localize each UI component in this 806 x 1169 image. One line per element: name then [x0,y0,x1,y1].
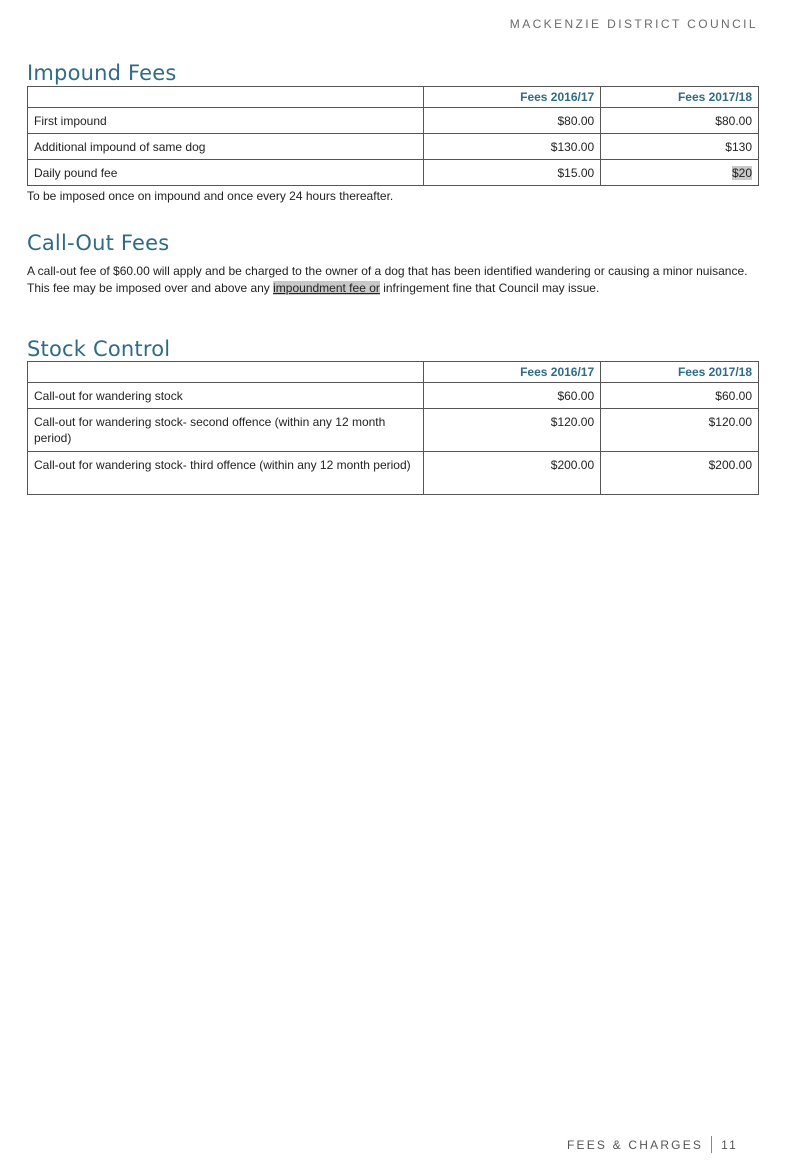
fee-2016-value: $120.00 [424,409,601,452]
callout-line-2-end: infringement fine that Council may issue. [379,281,600,295]
page-number: 11 [721,1137,738,1152]
fee-2016-value: $15.00 [424,160,601,186]
stock-control-heading: Stock Control [27,337,171,361]
column-header-2017: Fees 2017/18 [601,87,759,108]
fee-2017-value: $60.00 [601,383,759,409]
row-label: Daily pound fee [28,160,424,186]
table-header-row [28,87,759,108]
column-header-2016: Fees 2016/17 [424,87,601,108]
council-name: MACKENZIE DISTRICT COUNCIL [509,17,758,31]
table-row [28,160,759,186]
fee-2017-value: $80.00 [601,108,759,134]
table-row [28,452,759,495]
page-footer [567,1136,738,1153]
column-header-blank [28,87,424,108]
callout-line-2-start: This fee may be imposed over and above any [27,281,274,295]
callout-line-1: A call-out fee of $60.00 will apply and be charged to the owner of a dog that has been identified wandering or causing a minor nuisance. [27,264,748,278]
fee-2016-value: $80.00 [424,108,601,134]
table-header-row [28,362,759,383]
row-label: Additional impound of same dog [28,134,424,160]
row-label: Call-out for wandering stock- second offence (within any 12 month period) [28,409,424,452]
highlighted-fee: $20 [731,165,752,180]
table-row [28,134,759,160]
footer-section-title: FEES & CHARGES [566,1137,704,1152]
fee-2016-value: $130.00 [424,134,601,160]
impound-fees-heading: Impound Fees [27,61,177,85]
column-header-2017: Fees 2017/18 [601,362,759,383]
fee-2017-value: $120.00 [601,409,759,452]
row-label: Call-out for wandering stock [28,383,424,409]
table-row [28,108,759,134]
impound-note: To be imposed once on impound and once every 24 hours thereafter. [27,189,394,203]
fee-2016-value: $60.00 [424,383,601,409]
callout-highlighted-text: impoundment fee or [273,281,380,295]
callout-paragraph [27,263,767,297]
table-row [28,383,759,409]
callout-fees-heading: Call-Out Fees [27,231,170,255]
impound-fees-table [27,86,759,186]
row-label: Call-out for wandering stock- third offence (within any 12 month period) [28,452,424,495]
fee-2017-value: $130 [601,134,759,160]
fee-2017-value [601,160,759,186]
footer-divider [711,1136,712,1153]
column-header-blank [28,362,424,383]
row-label: First impound [28,108,424,134]
table-row [28,409,759,452]
column-header-2016: Fees 2016/17 [424,362,601,383]
stock-control-table [27,361,759,495]
fee-2016-value: $200.00 [424,452,601,495]
fee-2017-value: $200.00 [601,452,759,495]
